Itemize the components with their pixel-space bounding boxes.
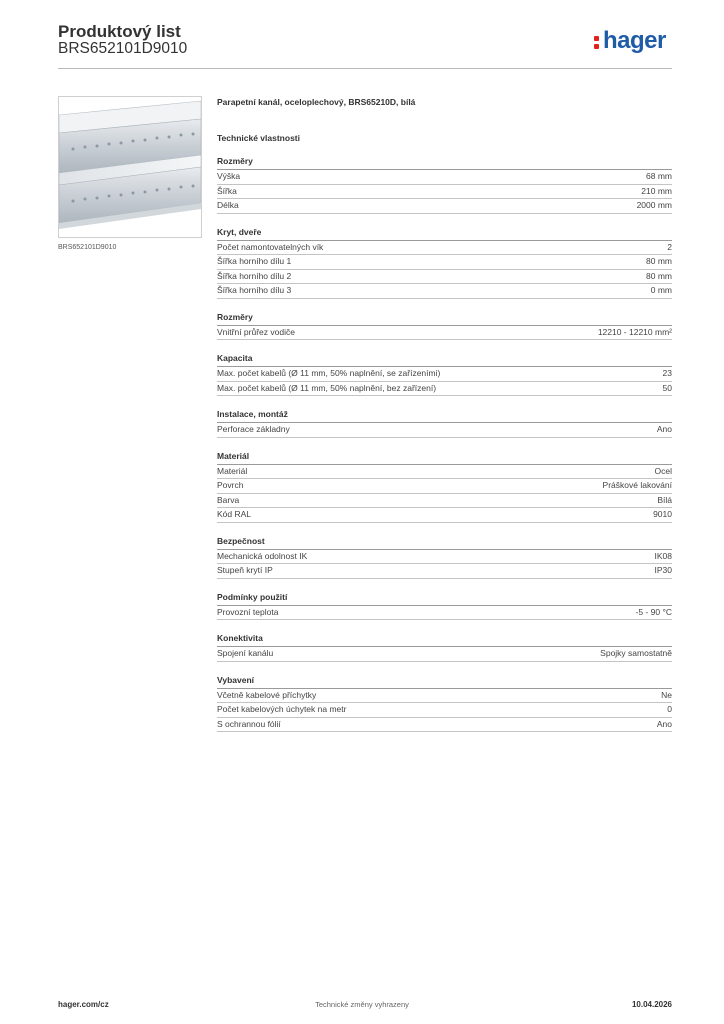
spec-value: Ano [656, 424, 672, 434]
section-title: Podmínky použití [217, 591, 672, 606]
spec-row [217, 185, 672, 200]
photo-caption: BRS652101D9010 [58, 244, 117, 251]
spec-section [217, 535, 672, 579]
spec-section [217, 632, 672, 662]
footer-disclaimer: Technické změny vyhrazeny [315, 1000, 409, 1009]
spec-value: 2 [667, 241, 672, 252]
spec-row [217, 718, 672, 733]
spec-row [217, 255, 672, 270]
spec-row [217, 689, 672, 704]
spec-label: S ochrannou fólií [217, 718, 281, 729]
spec-row [217, 703, 672, 718]
spec-value: 23 [662, 368, 672, 378]
spec-label: Max. počet kabelů (Ø 11 mm, 50% naplnění, bez zařízení) [217, 382, 437, 393]
hager-logo[interactable] [594, 27, 666, 55]
spec-value: 0 [667, 704, 672, 714]
spec-row [217, 494, 672, 509]
spec-section [217, 155, 672, 214]
spec-label: Výška [217, 171, 241, 181]
spec-value: Bílá [657, 494, 672, 505]
spec-label: Spojení kanálu [217, 648, 274, 658]
spec-section [217, 674, 672, 733]
page-title: Produktový list [58, 22, 181, 41]
spec-label: Povrch [217, 480, 244, 490]
spec-row [217, 270, 672, 285]
spec-label: Délka [217, 200, 239, 210]
footer-website-link[interactable]: hager.com/cz [58, 1000, 109, 1009]
spec-section [217, 311, 672, 341]
spec-row [217, 199, 672, 214]
section-title: Bezpečnost [217, 535, 672, 550]
section-title: Kryt, dveře [217, 226, 672, 241]
spec-section [217, 450, 672, 523]
spec-row [217, 423, 672, 438]
spec-label: Mechanická odolnost IK [217, 550, 308, 561]
spec-label: Šířka [217, 185, 237, 196]
spec-row [217, 508, 672, 523]
product-photo [58, 96, 202, 238]
spec-row [217, 284, 672, 299]
tech-properties-heading: Technické vlastnosti [217, 133, 300, 143]
spec-value: Ocel [654, 465, 672, 476]
section-title: Rozměry [217, 311, 672, 326]
spec-row [217, 606, 672, 621]
spec-section [217, 226, 672, 299]
spec-value: 80 mm [646, 256, 672, 266]
cable-duct-image [59, 97, 201, 237]
section-title: Konektivita [217, 632, 672, 647]
section-title: Rozměry [217, 155, 672, 170]
spec-label: Max. počet kabelů (Ø 11 mm, 50% naplnění, se zařízeními) [217, 368, 441, 378]
spec-label: Vnitřní průřez vodiče [217, 326, 295, 337]
spec-label: Šířka horního dílu 2 [217, 270, 292, 281]
logo-text: hager [603, 27, 666, 54]
logo-dots-icon [594, 31, 600, 49]
spec-label: Šířka horního dílu 3 [217, 285, 292, 295]
spec-value: 210 mm [641, 185, 672, 196]
spec-value: 50 [662, 382, 672, 393]
spec-row [217, 326, 672, 341]
spec-value: 0 mm [650, 285, 672, 295]
spec-value: Spojky samostatně [600, 648, 672, 658]
spec-label: Včetně kabelové příchytky [217, 689, 317, 700]
spec-value: Ano [656, 718, 672, 729]
section-title: Instalace, montáž [217, 408, 672, 423]
spec-row [217, 550, 672, 565]
spec-label: Šířka horního dílu 1 [217, 256, 292, 266]
spec-label: Perforace základny [217, 424, 290, 434]
section-title: Kapacita [217, 352, 672, 367]
spec-row [217, 170, 672, 185]
spec-label: Kód RAL [217, 509, 252, 519]
spec-value: IP30 [654, 565, 672, 575]
footer-date: 10.04.2026 [631, 1000, 672, 1009]
spec-label: Barva [217, 494, 240, 505]
product-title: Parapetní kanál, oceloplechový, BRS65210D, bílá [217, 97, 416, 107]
spec-label: Počet namontovatelných vík [217, 241, 324, 252]
spec-label: Materiál [217, 465, 248, 476]
section-title: Vybavení [217, 674, 672, 689]
section-title: Materiál [217, 450, 672, 465]
spec-value: 80 mm [646, 270, 672, 281]
header-divider [58, 68, 672, 69]
spec-section [217, 352, 672, 396]
spec-row [217, 564, 672, 579]
spec-label: Počet kabelových úchytek na metr [217, 704, 347, 714]
spec-value: Ne [661, 689, 672, 700]
spec-row [217, 367, 672, 382]
spec-row [217, 382, 672, 397]
spec-value: Práškové lakování [602, 480, 672, 490]
spec-content [217, 95, 672, 744]
spec-value: -5 - 90 °C [635, 606, 672, 617]
spec-section [217, 591, 672, 621]
spec-value: IK08 [654, 550, 672, 561]
spec-value: 12210 - 12210 mm² [597, 326, 672, 337]
spec-row [217, 479, 672, 494]
spec-sections [217, 155, 672, 732]
spec-label: Provozní teplota [217, 606, 279, 617]
spec-value: 9010 [653, 509, 672, 519]
spec-section [217, 408, 672, 438]
spec-value: 2000 mm [636, 200, 672, 210]
spec-row [217, 465, 672, 480]
spec-row [217, 241, 672, 256]
spec-label: Stupeň krytí IP [217, 565, 273, 575]
product-code: BRS652101D9010 [58, 40, 188, 57]
spec-row [217, 647, 672, 662]
spec-value: 68 mm [646, 171, 672, 181]
